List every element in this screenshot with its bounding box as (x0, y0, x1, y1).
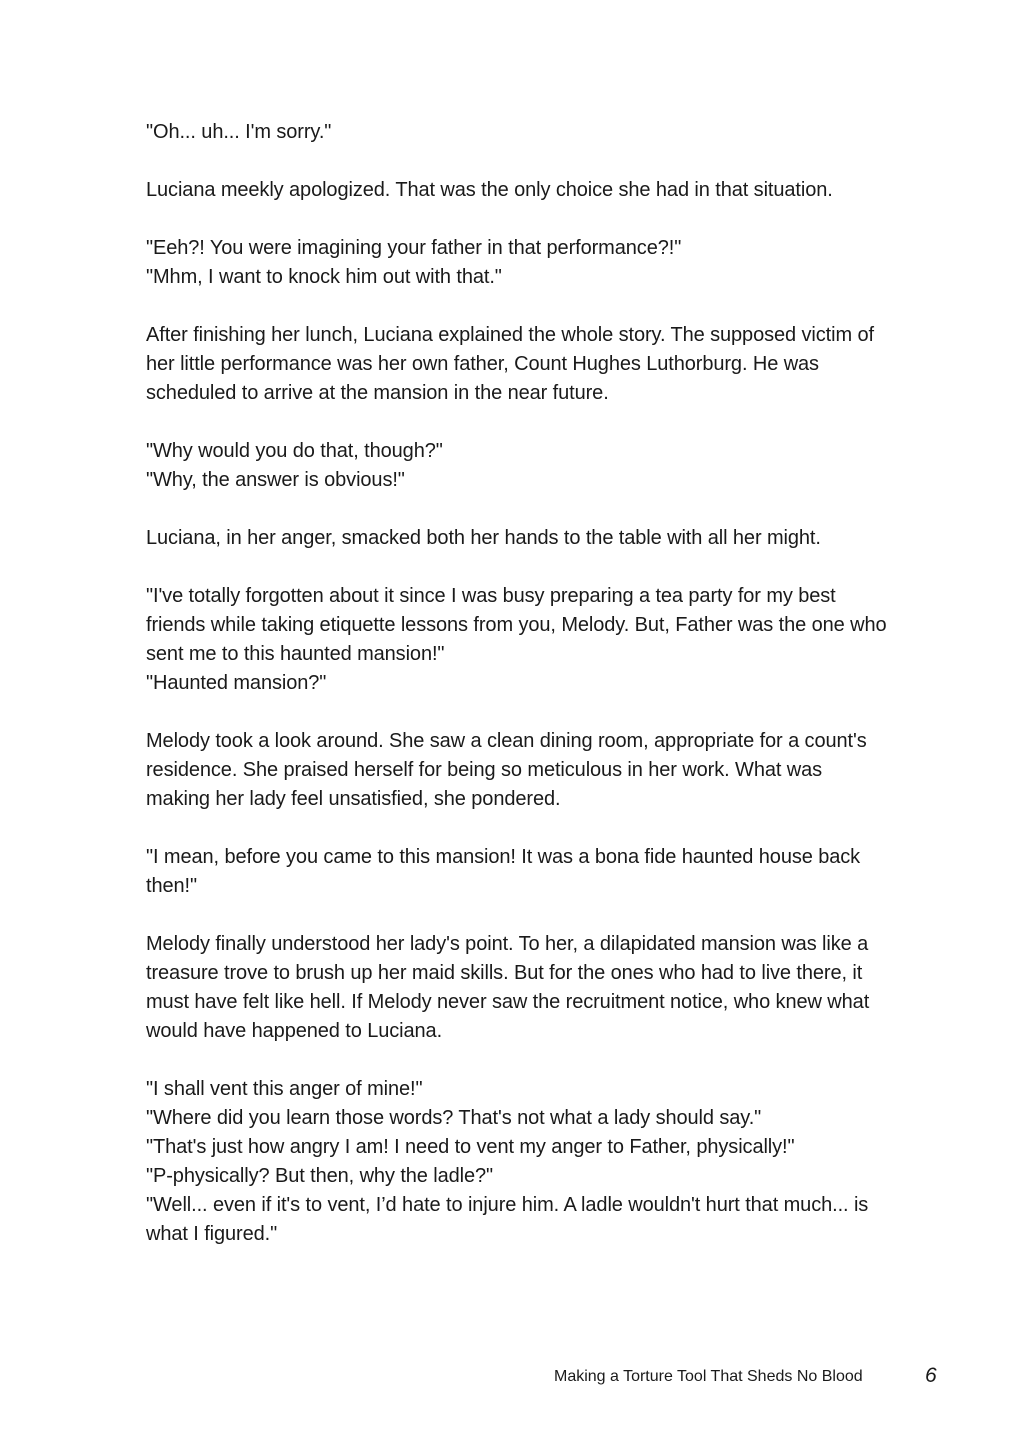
text-line: residence. She praised herself for being so meticulous in her work. What was (146, 759, 823, 781)
text-line: "Well... even if it's to vent, I’d hate to injure him. A ladle wouldn't hurt that much... is (146, 1194, 869, 1216)
text-line: Melody finally understood her lady's point. To her, a dilapidated mansion was like a (146, 933, 869, 955)
text-line: "P-physically? But then, why the ladle?" (146, 1165, 494, 1187)
running-footer-title: Making a Torture Tool That Sheds No Blood (554, 1368, 863, 1385)
paragraph (146, 321, 936, 408)
paragraph (146, 118, 936, 147)
text-line: friends while taking etiquette lessons from you, Melody. But, Father was the one who (146, 614, 887, 636)
paragraph (146, 582, 936, 698)
paragraph (146, 843, 936, 901)
text-line: sent me to this haunted mansion!" (146, 643, 445, 665)
paragraph (146, 524, 936, 553)
text-line: "Haunted mansion?" (146, 672, 327, 694)
text-line: what I figured." (146, 1223, 278, 1245)
text-line: "Why, the answer is obvious!" (146, 469, 405, 491)
text-line: "I've totally forgotten about it since I was busy preparing a tea party for my best (146, 585, 836, 607)
text-line: "Oh... uh... I'm sorry." (146, 121, 332, 143)
text-line: Luciana, in her anger, smacked both her hands to the table with all her might. (146, 527, 821, 549)
page-number: 6 (925, 1364, 937, 1387)
text-line: "I shall vent this anger of mine!" (146, 1078, 423, 1100)
text-line: then!" (146, 875, 197, 897)
text-line: her little performance was her own father, Count Hughes Luthorburg. He was (146, 353, 819, 375)
paragraph (146, 437, 936, 495)
text-line: After finishing her lunch, Luciana explained the whole story. The supposed victim of (146, 324, 874, 346)
text-line: "Why would you do that, though?" (146, 440, 443, 462)
paragraph (146, 930, 936, 1046)
paragraph (146, 1075, 936, 1249)
text-line: Luciana meekly apologized. That was the only choice she had in that situation. (146, 179, 833, 201)
paragraph (146, 176, 936, 205)
text-line: would have happened to Luciana. (146, 1020, 443, 1042)
text-line: "Mhm, I want to knock him out with that." (146, 266, 502, 288)
paragraph (146, 727, 936, 814)
text-line: "That's just how angry I am! I need to vent my anger to Father, physically!" (146, 1136, 795, 1158)
body-text (146, 118, 936, 1278)
text-line: Melody took a look around. She saw a clean dining room, appropriate for a count's (146, 730, 867, 752)
text-line: "Where did you learn those words? That's not what a lady should say." (146, 1107, 762, 1129)
text-line: scheduled to arrive at the mansion in the near future. (146, 382, 609, 404)
text-line: making her lady feel unsatisfied, she pondered. (146, 788, 561, 810)
text-line: must have felt like hell. If Melody never saw the recruitment notice, who knew what (146, 991, 870, 1013)
text-line: treasure trove to brush up her maid skills. But for the ones who had to live there, it (146, 962, 863, 984)
text-line: "Eeh?! You were imagining your father in that performance?!" (146, 237, 682, 259)
text-line: "I mean, before you came to this mansion! It was a bona fide haunted house back (146, 846, 861, 868)
paragraph (146, 234, 936, 292)
